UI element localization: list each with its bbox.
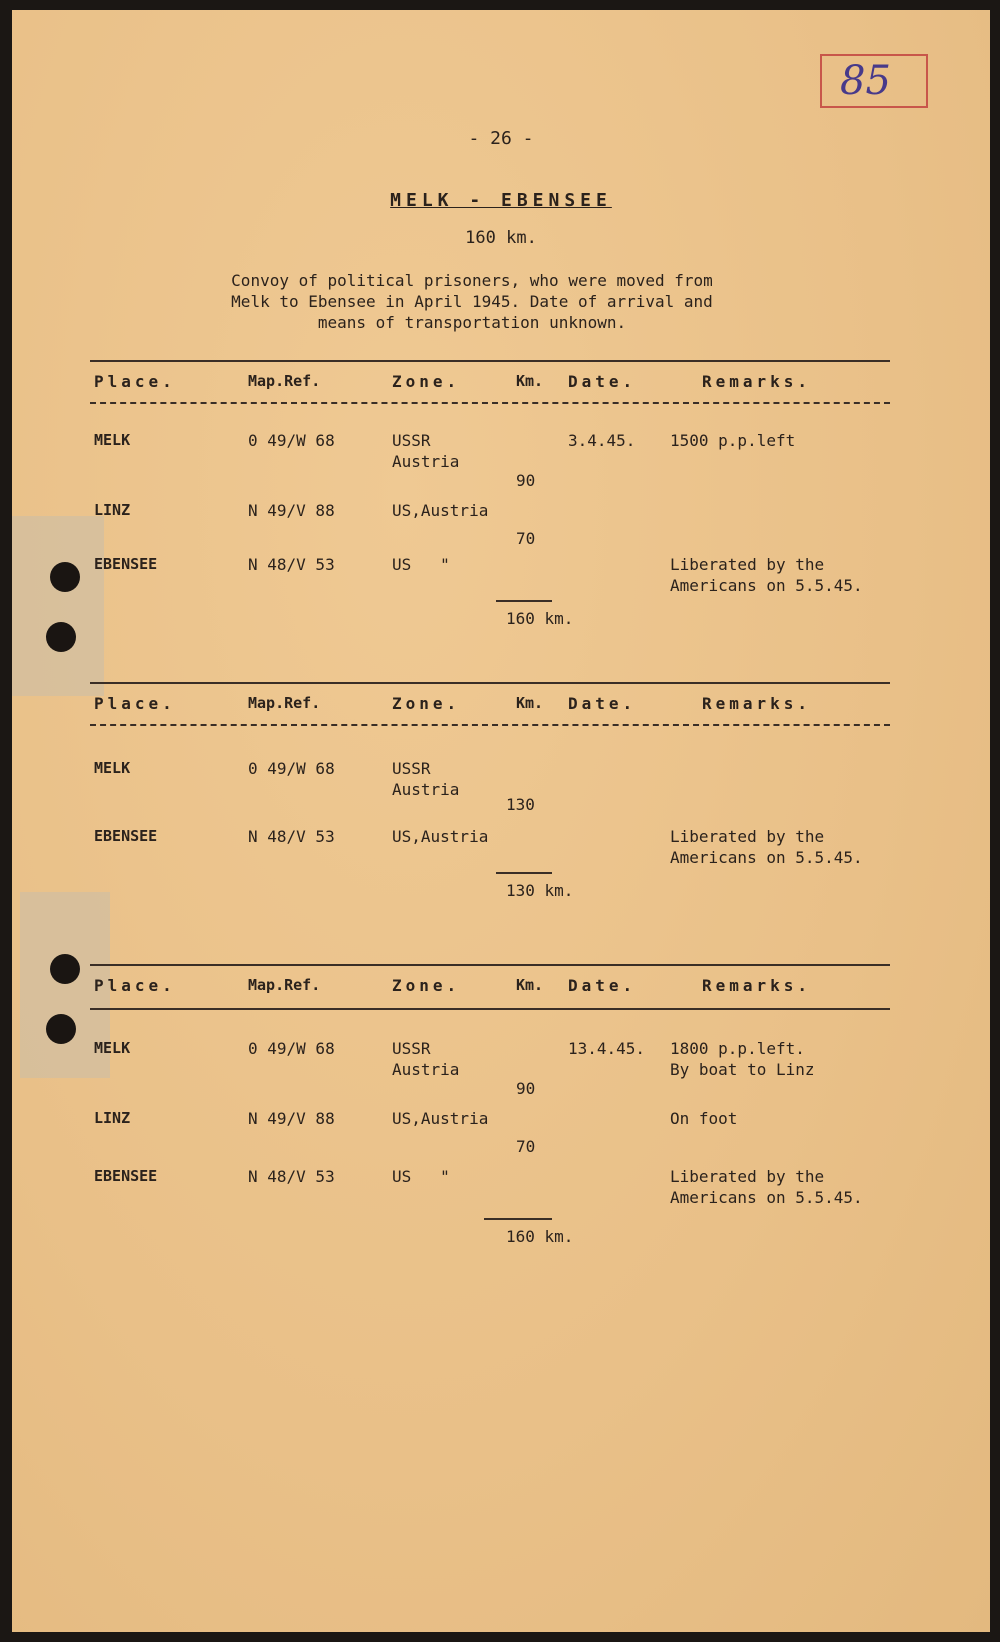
cell-place: EBENSEE xyxy=(94,1167,158,1185)
header-remarks: Remarks. xyxy=(702,976,812,995)
cell-zone: US " xyxy=(392,1167,450,1186)
cell-map-ref: 0 49/W 68 xyxy=(248,431,335,450)
header-km: Km. xyxy=(516,694,544,712)
cell-map-ref: 0 49/W 68 xyxy=(248,1039,335,1058)
cell-zone: USSR Austria xyxy=(392,431,460,471)
cell-km: 70 xyxy=(516,1137,536,1156)
cell-km: 90 xyxy=(516,1079,536,1098)
header-zone: Zone. xyxy=(392,976,461,995)
archive-number: 85 xyxy=(840,58,891,104)
header-remarks: Remarks. xyxy=(702,694,812,713)
cell-map-ref: N 49/V 88 xyxy=(248,1109,335,1128)
cell-remarks: On foot xyxy=(670,1109,738,1128)
header-place: Place. xyxy=(94,976,176,995)
document-page xyxy=(12,10,990,1632)
header-place: Place. xyxy=(94,694,176,713)
cell-map-ref: N 49/V 88 xyxy=(248,501,335,520)
cell-remarks: Liberated by the Americans on 5.5.45. xyxy=(670,827,863,867)
cell-place: EBENSEE xyxy=(94,555,158,573)
header-km: Km. xyxy=(516,976,544,994)
punch-hole xyxy=(46,1014,76,1044)
cell-km: 70 xyxy=(516,529,536,548)
cell-zone: US,Austria xyxy=(392,501,489,520)
header-date: Date. xyxy=(568,694,637,713)
punch-hole xyxy=(50,954,80,984)
header-map-ref: Map.Ref. xyxy=(248,372,321,390)
page-number: - 26 - xyxy=(468,128,534,149)
cell-remarks: 1800 p.p.left. By boat to Linz xyxy=(670,1039,815,1079)
table-header-rule xyxy=(90,1008,890,1010)
cell-date: 13.4.45. xyxy=(568,1039,646,1058)
header-zone: Zone. xyxy=(392,694,461,713)
cell-place: EBENSEE xyxy=(94,827,158,845)
table-total: 160 km. xyxy=(506,609,574,628)
cell-zone: US,Austria xyxy=(392,827,489,846)
cell-place: LINZ xyxy=(94,501,131,519)
cell-km: 130 xyxy=(506,795,535,814)
cell-remarks: 1500 p.p.left xyxy=(670,431,796,450)
punch-hole xyxy=(50,562,80,592)
header-remarks: Remarks. xyxy=(702,372,812,391)
cell-remarks: Liberated by the Americans on 5.5.45. xyxy=(670,555,863,595)
cell-date: 3.4.45. xyxy=(568,431,636,450)
header-date: Date. xyxy=(568,372,637,391)
header-date: Date. xyxy=(568,976,637,995)
total-rule xyxy=(484,1218,552,1220)
cell-km: 90 xyxy=(516,471,536,490)
header-map-ref: Map.Ref. xyxy=(248,694,321,712)
cell-place: MELK xyxy=(94,1039,131,1057)
route-distance: 160 km. xyxy=(465,228,537,248)
table-top-rule xyxy=(90,360,890,362)
cell-zone: USSR Austria xyxy=(392,1039,460,1079)
total-rule xyxy=(496,600,552,602)
table-header-rule xyxy=(90,724,890,726)
cell-map-ref: N 48/V 53 xyxy=(248,827,335,846)
cell-zone: USSR Austria xyxy=(392,759,460,799)
cell-zone: US,Austria xyxy=(392,1109,489,1128)
cell-map-ref: N 48/V 53 xyxy=(248,1167,335,1186)
header-km: Km. xyxy=(516,372,544,390)
cell-zone: US " xyxy=(392,555,450,574)
punch-hole xyxy=(46,622,76,652)
header-place: Place. xyxy=(94,372,176,391)
reinforcement-patch xyxy=(12,516,104,696)
document-title: MELK - EBENSEE xyxy=(390,190,612,211)
table-header-rule xyxy=(90,402,890,404)
table-top-rule xyxy=(90,964,890,966)
cell-map-ref: N 48/V 53 xyxy=(248,555,335,574)
cell-place: LINZ xyxy=(94,1109,131,1127)
total-rule xyxy=(496,872,552,874)
cell-place: MELK xyxy=(94,431,131,449)
cell-place: MELK xyxy=(94,759,131,777)
cell-remarks: Liberated by the Americans on 5.5.45. xyxy=(670,1167,863,1207)
header-zone: Zone. xyxy=(392,372,461,391)
table-total: 160 km. xyxy=(506,1227,574,1246)
intro-paragraph: Convoy of political prisoners, who were moved from Melk to Ebensee in April 1945. Date of arrival and means of transportation unknown. xyxy=(231,271,713,332)
header-map-ref: Map.Ref. xyxy=(248,976,321,994)
table-total: 130 km. xyxy=(506,881,574,900)
cell-map-ref: 0 49/W 68 xyxy=(248,759,335,778)
table-top-rule xyxy=(90,682,890,684)
